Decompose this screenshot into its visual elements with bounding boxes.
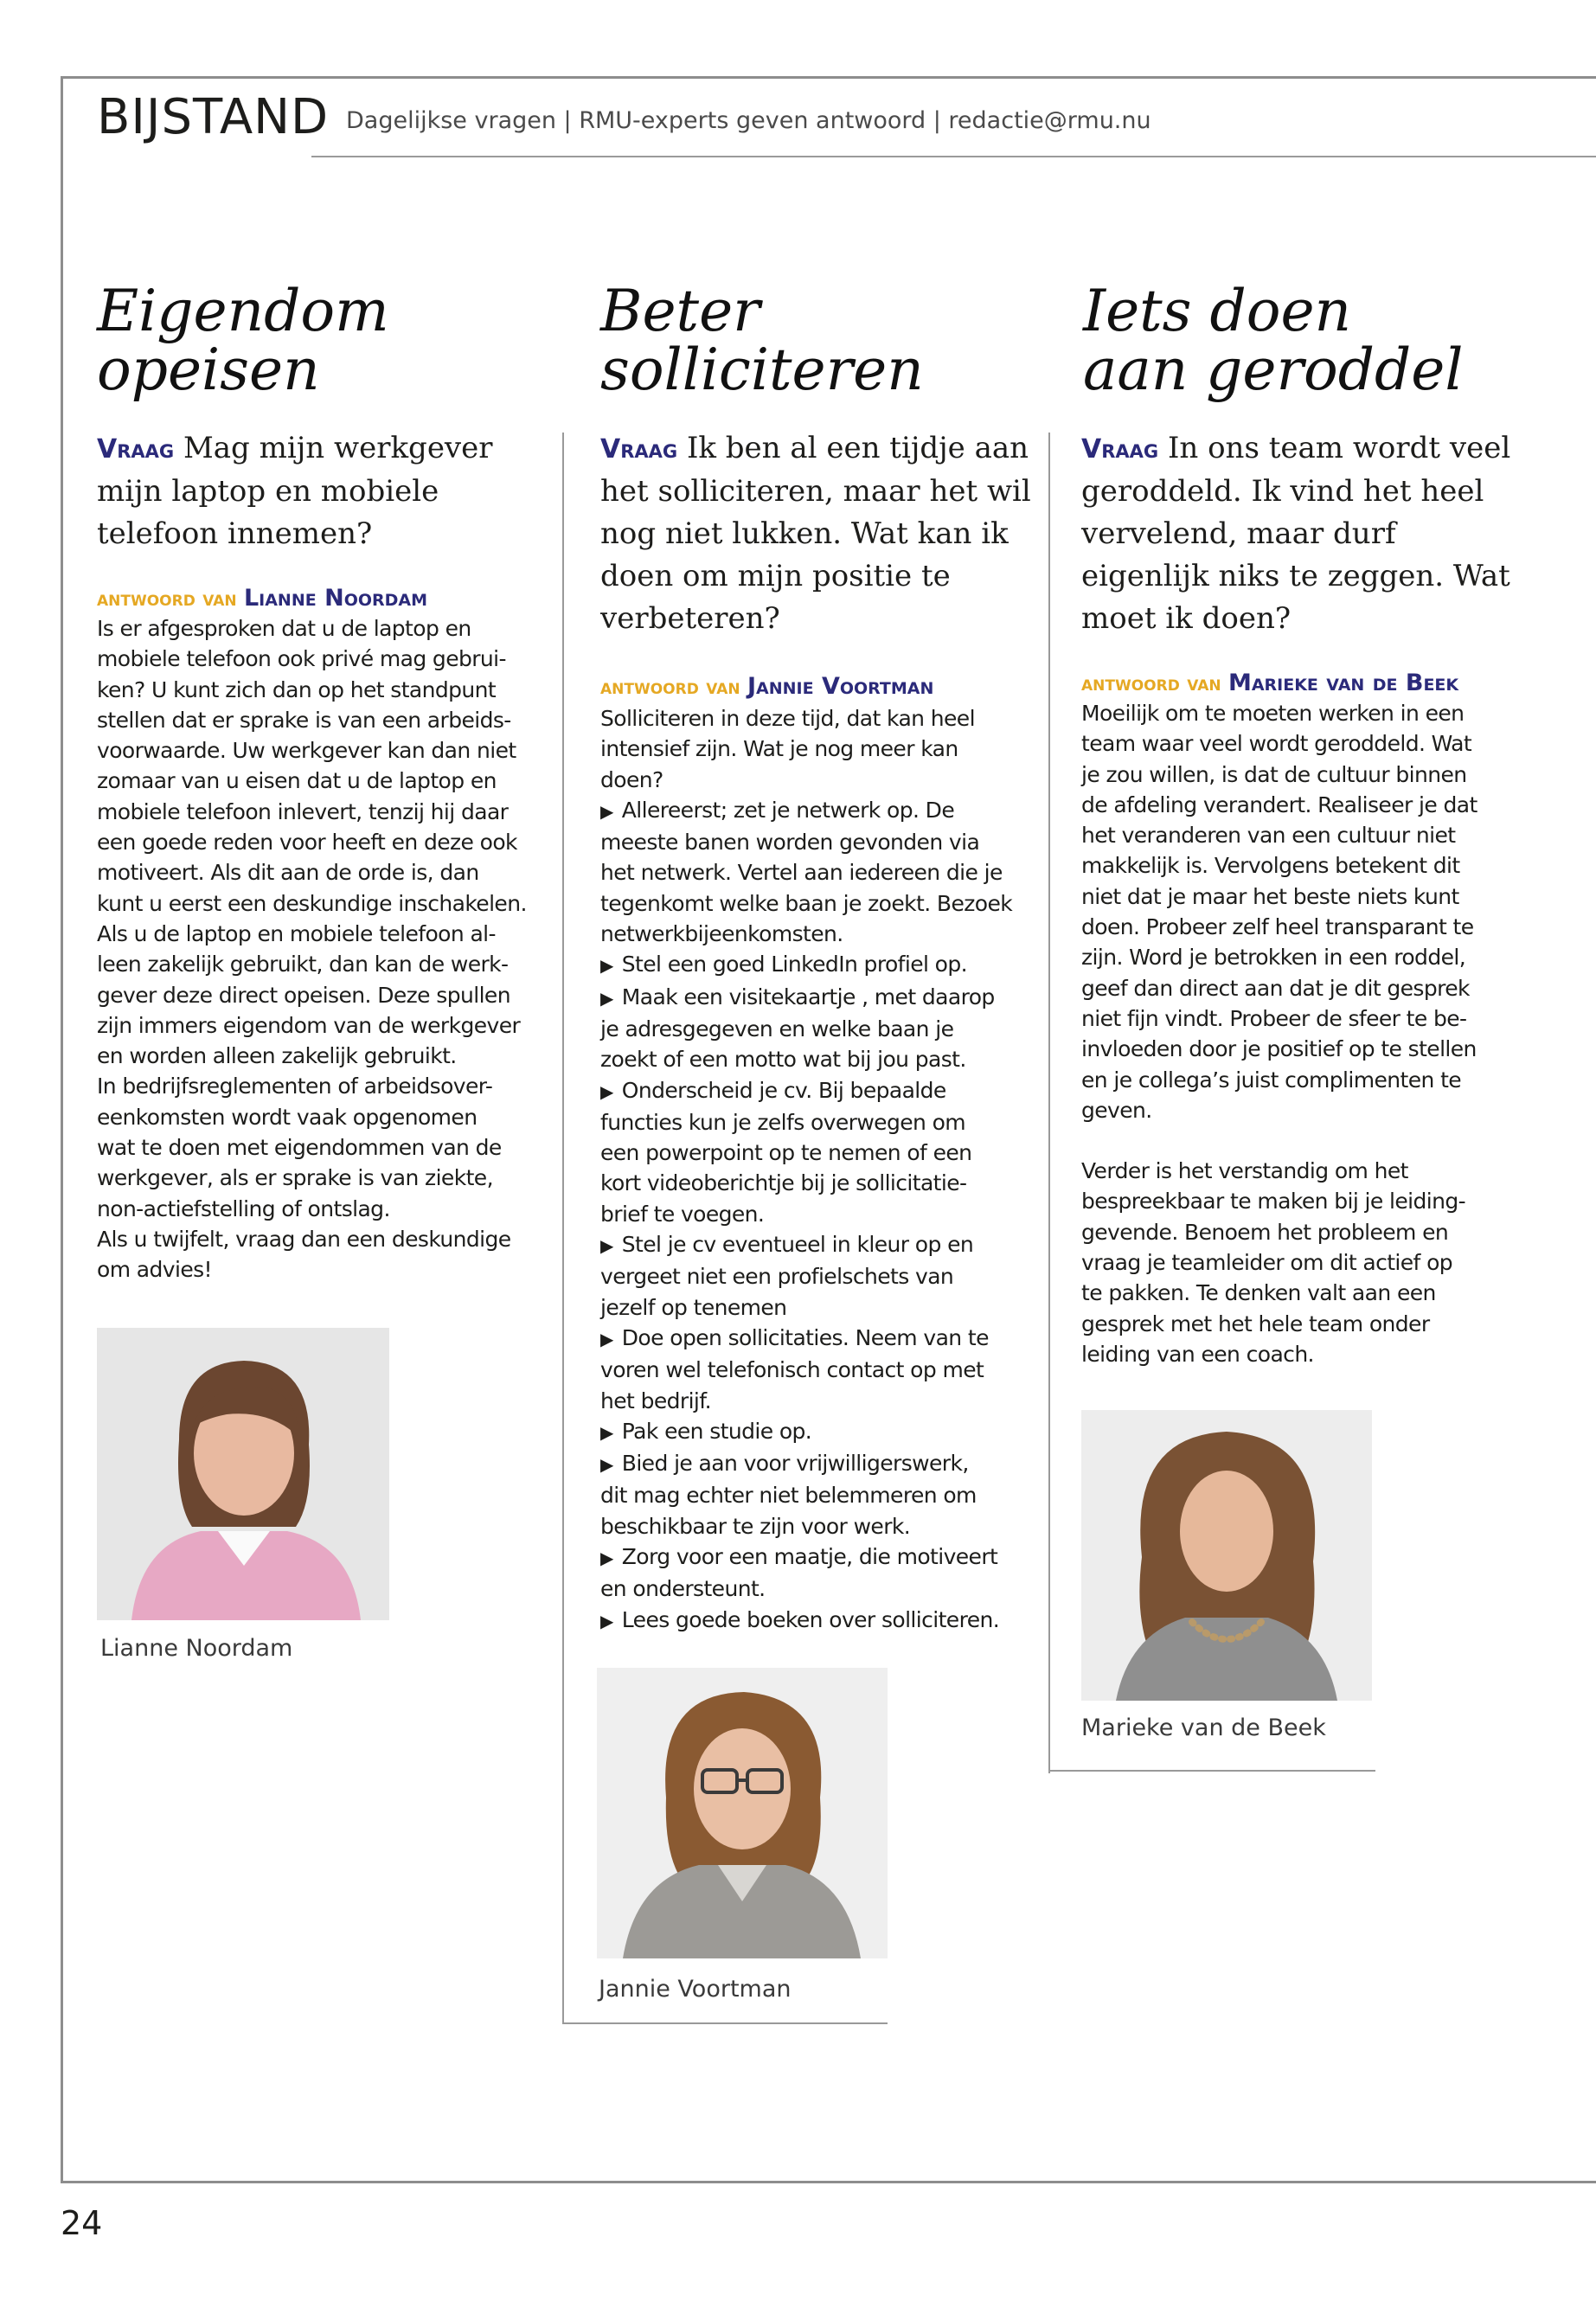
tip-line: Allereerst; zet je netwerk op. De — [621, 797, 955, 823]
question-block — [97, 427, 529, 555]
tip-line: een powerpoint op te nemen of een — [600, 1140, 972, 1166]
tip-list-item — [600, 1229, 1050, 1323]
triangle-bullet-icon: ▶ — [600, 1548, 613, 1569]
question-label: Vraag — [97, 434, 175, 465]
answer-line: team waar veel wordt geroddeld. Wat — [1081, 731, 1472, 757]
answer-line: zijn. Word je betrokken in een roddel, — [1081, 945, 1466, 971]
triangle-bullet-icon: ▶ — [600, 800, 613, 822]
tip-line: netwerkbijeenkomsten. — [600, 921, 843, 947]
title-line: Eigendom — [97, 278, 389, 344]
title-line: Iets doen — [1083, 278, 1352, 344]
expert-photo — [597, 1668, 888, 1958]
expert-name: Marieke van de Beek — [1227, 670, 1459, 696]
title-line: Beter — [600, 278, 760, 344]
answer-line: Is er afgesproken dat u de laptop en — [97, 616, 471, 641]
answer-line: bespreekbaar te maken bij je leiding- — [1081, 1189, 1466, 1215]
triangle-bullet-icon: ▶ — [600, 1235, 613, 1257]
answer-prefix: antwoord van — [1081, 671, 1221, 695]
answer-line: doen? — [600, 766, 663, 792]
answer-label — [1081, 670, 1458, 696]
answer-line: motiveert. Als dit aan de orde is, dan — [97, 860, 479, 886]
triangle-bullet-icon: ▶ — [600, 1421, 613, 1443]
title-line: opeisen — [97, 336, 320, 403]
tip-line: dit mag echter niet belemmeren om — [600, 1483, 977, 1509]
answer-prefix: antwoord van — [600, 675, 740, 699]
answer-line: en je collega’s juist complimenten te — [1081, 1067, 1462, 1093]
answer-line: makkelijk is. Vervolgens betekent dit — [1081, 853, 1460, 879]
answer-text — [600, 703, 1050, 1637]
tip-list-item — [600, 1323, 1050, 1416]
page-number: 24 — [61, 2204, 103, 2242]
question-block — [600, 427, 1033, 640]
triangle-bullet-icon: ▶ — [600, 1454, 613, 1476]
tip-line: Doe open sollicitaties. Neem van te — [621, 1324, 989, 1350]
tip-list-item — [600, 1075, 1050, 1229]
tip-line: het bedrijf. — [600, 1388, 711, 1413]
portrait-illustration — [97, 1328, 389, 1620]
answer-line: zomaar van u eisen dat u de laptop en — [97, 768, 497, 794]
triangle-bullet-icon: ▶ — [600, 1080, 613, 1102]
column-base-rule — [1048, 1770, 1375, 1772]
answer-line: niet fijn vindt. Probeer de sfeer te be- — [1081, 1005, 1467, 1031]
tip-list-item — [600, 949, 1050, 981]
photo-caption: Lianne Noordam — [100, 1635, 293, 1662]
tip-line: kort videoberichtje bij je sollicitatie- — [600, 1170, 967, 1196]
answer-line: gesprek met het hele team onder — [1081, 1311, 1430, 1336]
tip-line: Onderscheid je cv. Bij bepaalde — [621, 1077, 946, 1103]
answer-line: doen. Probeer zelf heel transparant te — [1081, 914, 1474, 940]
triangle-bullet-icon: ▶ — [600, 955, 613, 977]
answer-line: gever deze direct opeisen. Deze spullen — [97, 982, 510, 1008]
expert-name: Lianne Noordam — [243, 585, 428, 612]
answer-line: mobiele telefoon inlevert, tenzij hij daar — [97, 798, 509, 824]
answer-text — [97, 613, 547, 1285]
answer-line: Solliciteren in deze tijd, dat kan heel — [600, 706, 975, 731]
question-text: Ik ben al een tijdje aan het solliciteren, maar het wil nog niet lukken. Wat kan ik doen om mijn positie te verbeteren? — [600, 431, 1031, 636]
frame-bottom-border — [61, 2181, 1596, 2183]
tip-line: vergeet niet een profielschets van — [600, 1264, 954, 1290]
header-subtitle: Dagelijkse vragen | RMU-experts geven antwoord | redactie@rmu.nu — [346, 107, 1151, 134]
tip-line: je adresgegeven en welke baan je — [600, 1016, 954, 1042]
question-block — [1081, 427, 1531, 640]
tip-line: Zorg voor een maatje, die motiveert — [621, 1544, 998, 1570]
tip-line: functies kun je zelfs overwegen om — [600, 1109, 966, 1135]
portrait-illustration — [1081, 1410, 1372, 1701]
tip-line: voren wel telefonisch contact op met — [600, 1357, 984, 1383]
answer-line: de afdeling verandert. Realiseer je dat — [1081, 792, 1477, 817]
frame-left-border — [61, 76, 63, 2183]
answer-label — [97, 585, 427, 612]
tip-list-item — [600, 1448, 1050, 1541]
tip-line: Lees goede boeken over solliciteren. — [621, 1606, 1000, 1632]
tip-line: jezelf op tenemen — [600, 1294, 787, 1320]
answer-line: niet dat je maar het beste niets kunt — [1081, 883, 1459, 909]
tip-list-item — [600, 795, 1050, 949]
question-text: Mag mijn werkgever mijn laptop en mobiele telefoon innemen? — [97, 431, 493, 551]
column-rule — [562, 433, 564, 2024]
answer-line: leiding van een coach. — [1081, 1341, 1314, 1367]
answer-line: een goede reden voor heeft en deze ook — [97, 830, 517, 856]
article-title — [600, 278, 924, 403]
triangle-bullet-icon: ▶ — [600, 1328, 613, 1349]
tip-list-item — [600, 1605, 1050, 1637]
answer-line: eenkomsten wordt vaak opgenomen — [97, 1104, 478, 1130]
triangle-bullet-icon: ▶ — [600, 987, 613, 1009]
answer-line: voorwaarde. Uw werkgever kan dan niet — [97, 738, 516, 764]
frame-top-border — [61, 76, 1596, 79]
answer-line: stellen dat er sprake is van een arbeids- — [97, 707, 511, 733]
answer-line: gevende. Benoem het probleem en — [1081, 1219, 1449, 1245]
answer-line: intensief zijn. Wat je nog meer kan — [600, 736, 958, 762]
tip-list-item — [600, 1541, 1050, 1605]
tip-list-item — [600, 1416, 1050, 1448]
answer-line: kunt u eerst een deskundige inschakelen. — [97, 890, 527, 916]
tip-line: het netwerk. Vertel aan iedereen die je — [600, 860, 1003, 886]
answer-line: Als u twijfelt, vraag dan een deskundige — [97, 1226, 511, 1252]
tip-line: Stel een goed LinkedIn profiel op. — [621, 952, 967, 977]
portrait-illustration — [597, 1668, 888, 1958]
photo-caption: Marieke van de Beek — [1081, 1715, 1326, 1741]
tip-line: brief te voegen. — [600, 1201, 765, 1227]
answer-line: het veranderen van een cultuur niet — [1081, 823, 1456, 849]
tip-line: beschikbaar te zijn voor werk. — [600, 1513, 911, 1539]
answer-line: In bedrijfsreglementen of arbeidsover- — [97, 1074, 493, 1099]
article-title — [97, 278, 389, 403]
answer-line: werkgever, als er sprake is van ziekte, — [97, 1165, 493, 1191]
answer-line: en worden alleen zakelijk gebruikt. — [97, 1043, 457, 1069]
answer-line: ken? U kunt zich dan op het standpunt — [97, 676, 497, 702]
article-title — [1083, 278, 1464, 403]
expert-name: Jannie Voortman — [747, 673, 934, 700]
photo-caption: Jannie Voortman — [599, 1976, 792, 2003]
title-line: solliciteren — [600, 336, 924, 403]
tip-line: Bied je aan voor vrijwilligerswerk, — [621, 1451, 969, 1477]
tip-line: Maak een visitekaartje , met daarop — [621, 984, 995, 1009]
answer-line: invloeden door je positief op te stellen — [1081, 1036, 1477, 1062]
answer-line: geven. — [1081, 1097, 1152, 1123]
answer-line: mobiele telefoon ook privé mag gebrui- — [97, 646, 506, 672]
answer-line: Verder is het verstandig om het — [1081, 1158, 1408, 1184]
answer-line: vraag je teamleider om dit actief op — [1081, 1250, 1453, 1276]
answer-line: je zou willen, is dat de cultuur binnen — [1081, 761, 1467, 787]
answer-line: non-actiefstelling of ontslag. — [97, 1195, 390, 1221]
tip-line: en ondersteunt. — [600, 1576, 766, 1602]
answer-text — [1081, 698, 1548, 1369]
answer-line: leen zakelijk gebruikt, dan kan de werk- — [97, 952, 509, 977]
title-line: aan geroddel — [1083, 336, 1464, 403]
question-label: Vraag — [1081, 434, 1159, 465]
answer-line: zijn immers eigendom van de werkgever — [97, 1012, 521, 1038]
section-title: BIJSTAND — [97, 89, 330, 145]
tip-line: Stel je cv eventueel in kleur op en — [621, 1232, 974, 1258]
triangle-bullet-icon: ▶ — [600, 1610, 613, 1631]
column-rule — [1048, 433, 1050, 1773]
answer-line: Als u de laptop en mobiele telefoon al- — [97, 920, 496, 946]
tip-line: Pak een studie op. — [621, 1418, 812, 1444]
answer-line: geef dan direct aan dat je dit gesprek — [1081, 975, 1470, 1001]
column-base-rule — [562, 2022, 888, 2024]
answer-line: wat te doen met eigendommen van de — [97, 1135, 502, 1161]
answer-line: te pakken. Te denken valt aan een — [1081, 1280, 1436, 1306]
answer-line: Moeilijk om te moeten werken in een — [1081, 701, 1465, 726]
expert-photo — [1081, 1410, 1372, 1701]
tip-line: zoekt of een motto wat bij jou past. — [600, 1047, 966, 1073]
header-rule — [311, 156, 1596, 157]
answer-prefix: antwoord van — [97, 586, 237, 611]
expert-photo — [97, 1328, 389, 1620]
tip-line: meeste banen worden gevonden via — [600, 830, 980, 856]
tip-line: tegenkomt welke baan je zoekt. Bezoek — [600, 890, 1013, 916]
question-text: In ons team wordt veel geroddeld. Ik vind het heel vervelend, maar durf eigenlijk niks te zeggen. Wat moet ik doen? — [1081, 431, 1511, 636]
answer-line: om advies! — [97, 1257, 212, 1283]
answer-label — [600, 673, 933, 700]
question-label: Vraag — [600, 434, 678, 465]
tip-list-item — [600, 982, 1050, 1075]
